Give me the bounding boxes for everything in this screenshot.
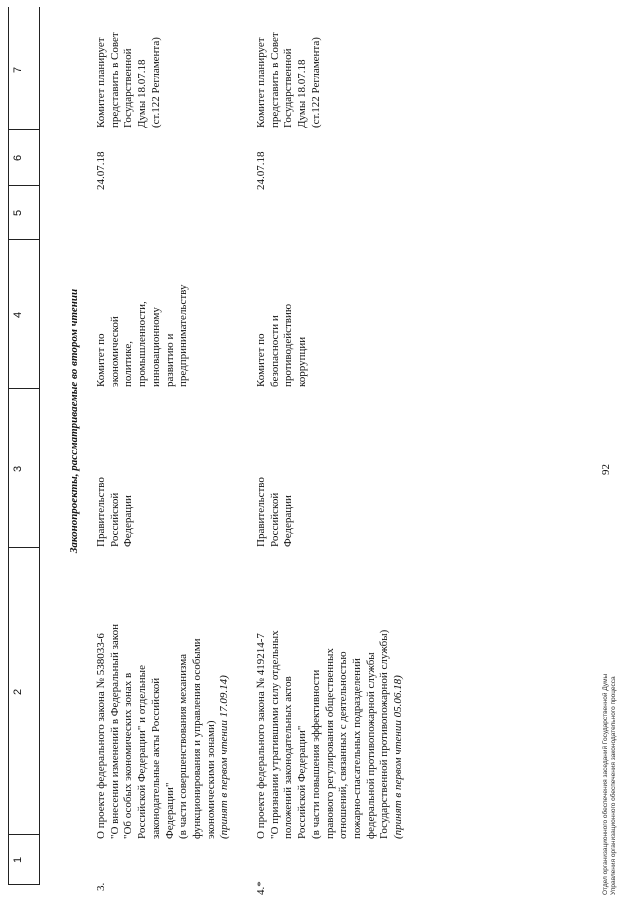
remark-line: представить в Совет [268, 32, 281, 128]
committee-line: политике, [122, 340, 135, 387]
column-number: 7 [12, 66, 24, 73]
column-number-header [8, 7, 40, 885]
bill-title-line: экономическими зонами) [204, 720, 217, 839]
remark-line: (ст.122 Регламента) [149, 37, 162, 128]
consideration-date: 24.07.18 [255, 151, 267, 190]
column-number: 6 [12, 154, 24, 161]
bill-title-line: Федерации" [163, 782, 176, 839]
bill-title-line: О проекте федерального закона № 538033-6 [95, 633, 107, 839]
remark-line: Комитет планирует [95, 37, 107, 128]
committee-line: Комитет по [95, 333, 107, 387]
bill-title-line: "О внесении изменений в Федеральный закон [108, 624, 121, 839]
row-number: 3. [95, 882, 107, 891]
section-title: Законопроекты, рассматриваемые во втором чтении [68, 288, 80, 554]
remark-line: (ст.122 Регламента) [309, 37, 322, 128]
footer-line: Отдел организационного обеспечения заседаний Государственной Думы [602, 673, 609, 895]
committee-line: Комитет по [255, 333, 267, 387]
remark-line: Думы 18.07.18 [296, 59, 309, 128]
remark [255, 32, 324, 128]
column-divider [9, 834, 39, 835]
committee-line: инновационному [149, 307, 162, 387]
bill-title [255, 630, 406, 839]
column-divider [9, 239, 39, 240]
bill-title-line: законодательные акты Российской [149, 677, 162, 839]
bill-title-line: (в части совершенствования механизма [177, 654, 190, 839]
committee-line: противодействию [282, 303, 295, 387]
bill-title-line: отношений, связанных с деятельностью [337, 651, 350, 839]
column-number: 5 [12, 209, 24, 216]
bill-title-line: правового регулирования общественных [323, 648, 336, 839]
initiator-line: Правительство [95, 477, 107, 547]
remark-line: Государственной [282, 48, 295, 128]
initiator-line: Российской [268, 492, 281, 547]
initiator-line: Российской [108, 492, 121, 547]
bill-title-line: положений законодательных актов [282, 676, 295, 839]
committee-line: развитию и [163, 333, 176, 387]
committee-line: коррупции [296, 336, 309, 387]
committee-line: промышленности, [136, 301, 149, 387]
page-number: 92 [600, 464, 612, 475]
row-number: 4.* [255, 881, 267, 895]
initiator [255, 477, 296, 547]
column-divider [9, 547, 39, 548]
responsible-committee [95, 285, 191, 387]
initiator-line: Правительство [255, 477, 267, 547]
footer-line: Управления организационного обеспечения законодательного процесса [610, 676, 617, 895]
initiator-line: Федерации [282, 495, 295, 547]
column-number: 1 [12, 856, 24, 863]
committee-line: предпринимательству [177, 284, 190, 387]
first-reading-note: (принят в первом чтении 17.09.14) [218, 675, 231, 839]
footer [602, 674, 618, 895]
bill-title-line: Государственной противопожарной службы) [378, 629, 391, 839]
bill-title-line: функционирования и управления особыми [190, 638, 203, 839]
committee-line: экономической [108, 316, 121, 387]
initiator-line: Федерации [122, 495, 135, 547]
bill-title-line: пожарно-спасательных подразделений [350, 658, 363, 839]
bill-title-line: "Об особых экономических зонах в [122, 672, 135, 839]
remark-line: Государственной [122, 48, 135, 128]
committee-line: безопасности и [268, 315, 281, 387]
consideration-date: 24.07.18 [95, 151, 107, 190]
bill-title-line: федеральной противопожарной службы [364, 652, 377, 839]
column-number: 4 [12, 311, 24, 318]
responsible-committee [255, 304, 310, 387]
remark-line: Комитет планирует [255, 37, 267, 128]
bill-title-line: "О признании утратившими силу отдельных [268, 630, 281, 839]
remark [95, 32, 164, 128]
bill-title-line: О проекте федерального закона № 419214-7 [255, 633, 267, 839]
column-number: 2 [12, 688, 24, 695]
column-divider [9, 129, 39, 130]
column-divider [9, 388, 39, 389]
bill-title [95, 624, 232, 839]
bill-title-line: Российской Федерации" [296, 725, 309, 839]
column-divider [9, 185, 39, 186]
column-divider [9, 884, 39, 885]
first-reading-note: (принят в первом чтении 05.06.18) [392, 675, 405, 839]
column-number: 3 [12, 465, 24, 472]
initiator [95, 477, 136, 547]
bill-title-line: (в части повышения эффективности [309, 669, 322, 839]
bill-title-line: Российской Федерации" и отдельные [136, 665, 149, 839]
remark-line: представить в Совет [108, 32, 121, 128]
remark-line: Думы 18.07.18 [136, 59, 149, 128]
